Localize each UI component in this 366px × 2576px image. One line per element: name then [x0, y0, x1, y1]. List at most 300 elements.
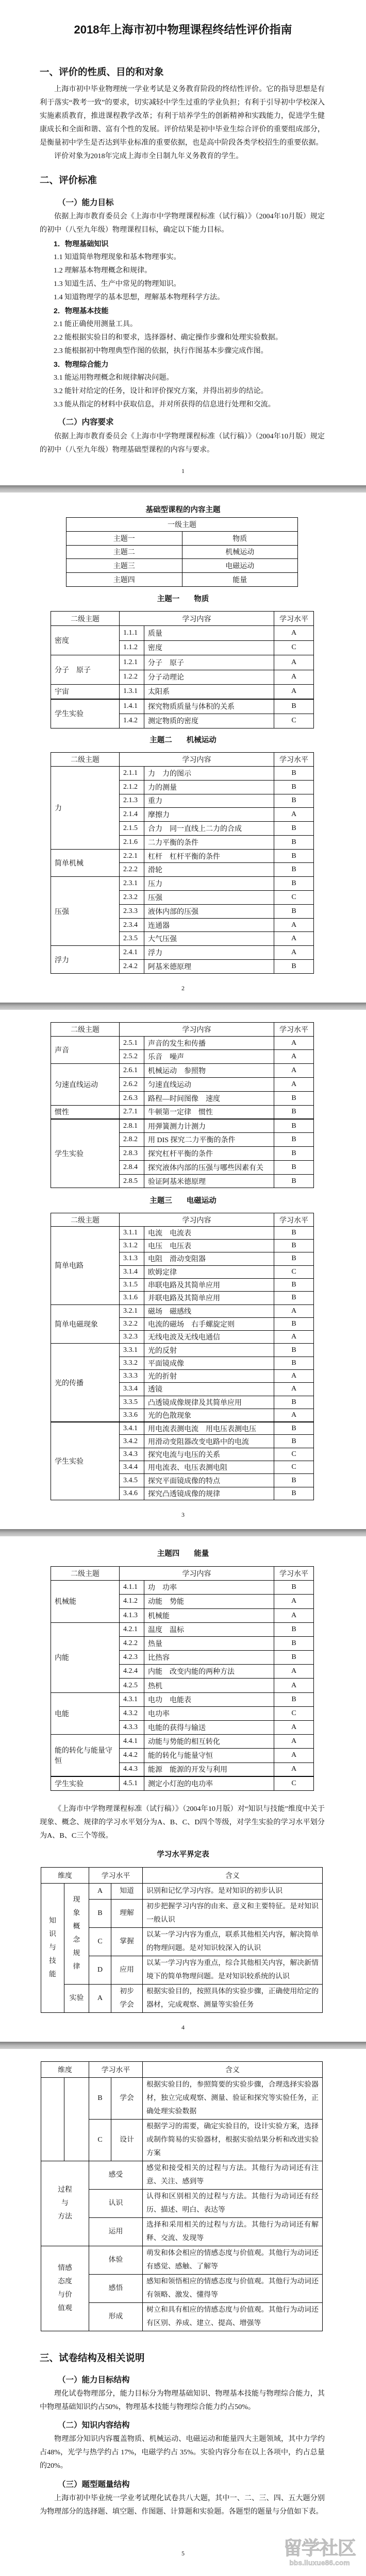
levels-intro: 《上海市中学物理课程标准（试行稿）》（2004年10月版）对“知识与技能”维度中关于现象、概念、规律的学习水平划分为A、B、C、D四个等级，对学生实验的学习水平划分为A、B、C三个等级。	[40, 1804, 325, 1840]
content-table	[51, 611, 314, 728]
content-item: 无线电波及无线电通信	[144, 1331, 274, 1344]
table-header: 学习水平	[274, 1213, 314, 1226]
topic-number: 主题四	[157, 1549, 180, 1558]
level-verb: 感受	[89, 2161, 143, 2189]
subsection-text: 物理部分知识内容覆盖物质、机械运动、电磁运动和能量四大主题领域，其中力学约占48%，光学与热学约占 17%，电磁学约占 35%。实验内容分布在以上各项中，约占总量的20%。	[40, 2434, 325, 2470]
learning-level: B	[274, 1119, 314, 1133]
table-row	[51, 1064, 314, 1078]
topics-table	[66, 517, 298, 587]
table-row	[51, 1344, 314, 1357]
content-code: 3.3.1	[120, 1344, 144, 1357]
content-code: 2.8.3	[120, 1147, 144, 1161]
goal-item: 3.1 能运用物理概念和规律解决问题。	[54, 374, 174, 382]
learning-level: B	[274, 849, 314, 863]
content-code: 1.1.2	[120, 640, 144, 655]
watermark-logo-text: 留学社区	[283, 2537, 356, 2558]
learning-level: A	[274, 1036, 314, 1050]
content-code: 2.3.4	[120, 918, 144, 932]
level-code: A	[89, 1883, 111, 1899]
table-row	[51, 946, 314, 960]
subtopic-cell: 学生实验	[51, 1776, 120, 1790]
content-item: 探究电流与电压的关系	[144, 1448, 274, 1461]
content-item: 热机	[144, 1679, 274, 1692]
goal-item: 3.3 能从指定的材料中获取信息，并对所获得的信息进行处理和交流。	[54, 400, 275, 409]
learning-level: B	[274, 877, 314, 891]
table-header: 学习内容	[120, 1022, 274, 1036]
table-row	[51, 1735, 314, 1749]
content-code: 1.4.1	[120, 699, 144, 714]
dimension-cell: 知识与技能	[41, 1883, 64, 2012]
content-item: 电流 电流表	[144, 1226, 274, 1239]
learning-level: C	[274, 1461, 314, 1474]
table-row	[51, 1226, 314, 1239]
goal-group-title: 2．物理基本技能	[54, 307, 109, 315]
table-header: 一级主题	[66, 518, 298, 532]
table-header: 含义	[143, 2061, 323, 2077]
learning-level: A	[274, 1409, 314, 1421]
level-meaning: 认得和区别相关的过程与方法。其他行为动词还有经历、描述、明白、表达等	[143, 2189, 323, 2217]
learning-level: A	[274, 932, 314, 946]
subtopic-cell: 压强	[51, 877, 120, 946]
learning-level: B	[274, 1252, 314, 1265]
content-item: 分子 原子	[144, 655, 274, 670]
learning-level: B	[274, 960, 314, 974]
content-item: 电能的获得与输送	[144, 1721, 274, 1735]
content-item: 用电流表、电压表测电阻	[144, 1461, 274, 1474]
table-row	[51, 1776, 314, 1790]
content-code: 3.1.4	[120, 1265, 144, 1278]
subtopic-cell: 学生实验	[51, 1422, 120, 1500]
table-row	[66, 559, 298, 573]
content-code: 3.4.1	[120, 1422, 144, 1435]
content-code: 4.3.3	[120, 1721, 144, 1735]
subsection-text: 理化试卷物理部分，能力目标分为物理基础知识、物理基本技能与物理综合能力，其中物理基础知识约占50%，物理基本技能与物理综合能力约占50%。	[40, 2389, 325, 2411]
content-item: 比热容	[144, 1651, 274, 1665]
content-item: 光的折射	[144, 1369, 274, 1382]
level-table-continued	[41, 2061, 323, 2331]
table-header: 二级主题	[51, 1566, 120, 1580]
content-item: 压力	[144, 877, 274, 891]
table-caption	[0, 1549, 366, 1559]
learning-level: B	[274, 1091, 314, 1105]
content-code: 2.3.5	[120, 932, 144, 946]
dimension-line: 情感	[58, 2264, 72, 2272]
content-item: 密度	[144, 640, 274, 655]
learning-level: B	[274, 1651, 314, 1665]
table-row	[66, 573, 298, 587]
learning-level: A	[274, 1331, 314, 1344]
goal-item: 1.3 知道生活、生产中常见的物理知识。	[54, 280, 181, 288]
table-row	[51, 1422, 314, 1435]
learning-level: A	[274, 1665, 314, 1679]
subtopic-cell: 分子 原子	[51, 655, 120, 685]
learning-level: A	[274, 918, 314, 932]
content-item: 阿基米德原理	[144, 960, 274, 974]
content-code: 3.3.4	[120, 1383, 144, 1396]
content-item: 合力 同一直线上二力的合成	[144, 822, 274, 836]
topic-number: 主题一	[157, 595, 180, 603]
content-code: 1.4.2	[120, 714, 144, 728]
content-item: 温度 温标	[144, 1622, 274, 1636]
content-table	[51, 1566, 314, 1791]
content-item: 电功 电能表	[144, 1692, 274, 1706]
learning-level: A	[274, 655, 314, 670]
content-item: 平面镜成像	[144, 1357, 274, 1369]
level-verb: 形成	[89, 2302, 143, 2331]
learning-level: B	[274, 1174, 314, 1188]
table-header: 学习内容	[120, 1566, 274, 1580]
content-code: 2.1.2	[120, 780, 144, 794]
page-number-row	[0, 2537, 366, 2567]
content-code: 3.4.5	[120, 1474, 144, 1487]
table-row	[51, 1105, 314, 1119]
content-item: 热量	[144, 1636, 274, 1650]
content-code: 2.6.1	[120, 1064, 144, 1078]
table-row	[51, 1622, 314, 1636]
goal-group-title: 3．物理综合能力	[54, 360, 109, 368]
content-item: 匀速直线运动	[144, 1078, 274, 1092]
content-code: 4.2.4	[120, 1665, 144, 1679]
content-code: 1.2.1	[120, 655, 144, 670]
table-header: 学习水平	[89, 2061, 143, 2077]
content-code: 3.1.1	[120, 1226, 144, 1239]
page-separator	[0, 1003, 366, 1010]
learning-level: B	[274, 1622, 314, 1636]
content-item: 机械能	[144, 1608, 274, 1622]
content-item: 探究液体内部的压强与哪些因素有关	[144, 1160, 274, 1174]
content-item: 功 功率	[144, 1581, 274, 1595]
page-separator	[0, 485, 366, 493]
content-code: 4.4.3	[120, 1762, 144, 1776]
level-meaning: 识别和记忆学习内容。是对知识的初步认识	[143, 1883, 323, 1899]
content-item: 质量	[144, 626, 274, 640]
level-verb: 掌握	[111, 1927, 143, 1956]
learning-level: B	[274, 1278, 314, 1291]
learning-level: A	[274, 1050, 314, 1064]
learning-level: B	[274, 1474, 314, 1487]
content-item: 动能与势能的相互转化	[144, 1735, 274, 1749]
watermark-logo	[278, 2538, 361, 2567]
content-code: 2.3.3	[120, 904, 144, 918]
subtopic-cell: 简单电路	[51, 1226, 120, 1304]
content-item: 路程—时间图像 速度	[144, 1091, 274, 1105]
table-header: 学习水平	[89, 1867, 143, 1883]
learning-level: A	[274, 1721, 314, 1735]
content-item: 并联电路及其简单应用	[144, 1292, 274, 1304]
content-item: 能源 能源的开发与利用	[144, 1762, 274, 1776]
content-code: 2.1.4	[120, 808, 144, 822]
topic-name: 电磁运动	[182, 559, 298, 573]
section-heading-1: 一、评价的性质、目的和对象	[40, 66, 164, 77]
learning-level: B	[274, 835, 314, 849]
table-row	[51, 1581, 314, 1595]
learning-level: C	[274, 714, 314, 728]
table-header: 二级主题	[51, 611, 120, 625]
topic-name: 能量	[182, 573, 298, 587]
learning-level: C	[274, 640, 314, 655]
content-code: 3.2.1	[120, 1304, 144, 1317]
content-code: 2.4.1	[120, 946, 144, 960]
table-row	[51, 766, 314, 780]
content-item: 电压 电压表	[144, 1240, 274, 1252]
learning-level: A	[274, 1749, 314, 1762]
subtopic-cell: 机械能	[51, 1581, 120, 1623]
subtopic-cell: 密度	[51, 626, 120, 655]
watermark-site: bbs.liuxue86.com	[289, 2558, 350, 2567]
page-number: 5	[181, 2549, 185, 2557]
topic-name: 物质	[182, 531, 298, 545]
section-heading-2: 二、评价标准	[40, 175, 97, 185]
content-item: 探究平面镜成像的特点	[144, 1474, 274, 1487]
page-number: 4	[181, 2023, 185, 2031]
dimension-line: 与	[61, 2199, 69, 2207]
content-item: 电功率	[144, 1706, 274, 1720]
content-code: 2.8.2	[120, 1133, 144, 1147]
content-item: 磁场 磁感线	[144, 1304, 274, 1317]
level-meaning: 选择和采用相关的过程与方法。其他行为动词还有解释、交流、发现等	[143, 2217, 323, 2246]
learning-level: C	[274, 891, 314, 905]
content-code: 2.1.3	[120, 794, 144, 808]
content-item: 机械运动 参照物	[144, 1064, 274, 1078]
content-code: 4.2.3	[120, 1651, 144, 1665]
table-caption	[0, 1196, 366, 1206]
content-item: 压强	[144, 891, 274, 905]
learning-level: B	[274, 1435, 314, 1448]
level-meaning: 根据实验目的，参照简要的实验步骤，合理选择实验器材，独立完成观察、测量、验证和探究等实验任务，正确处理实验数据	[143, 2077, 323, 2119]
content-item: 能的转化与能量守恒	[144, 1749, 274, 1762]
content-item: 太阳系	[144, 684, 274, 699]
content-item: 电阻 滑动变阻器	[144, 1252, 274, 1265]
goal-item: 2.3 能根据初中物理典型作图的依据，执行作图基本步骤完成作图。	[54, 347, 268, 355]
content-item: 用滑动变阻器改变电路中的电流	[144, 1435, 274, 1448]
content-code: 2.5.2	[120, 1050, 144, 1064]
learning-level: A	[274, 670, 314, 684]
section1-paragraph: 上海市初中毕业物理统一学业考试是义务教育阶段的终结性评价。它的指导思想是有利于落实“教考一致”的要求，切实减轻中学生过重的学业负担；有利于引导初中学校深入实施素质教育，推进课程教学改革；有利于培养学生的创新精神和实践能力，促进学生健康成长和全面和谐、富有个性的发展。评价结果是初中毕业生综合评价的重要组成部分，是衡量初中学生是否达到毕业标准的重要依据，也是高中阶段各类学校招生的重要依据。	[40, 85, 325, 147]
content-code: 2.5.1	[120, 1036, 144, 1050]
content-code: 3.3.3	[120, 1369, 144, 1382]
table-row	[51, 1304, 314, 1317]
level-meaning: 以某一学习内容为重点，综合其他相关内容，解决新情境下的简单物理问题。是对知识较系统的认识	[143, 1956, 323, 1984]
level-code: A	[89, 1984, 111, 2012]
learning-level: C	[274, 1706, 314, 1720]
content-code: 4.2.1	[120, 1622, 144, 1636]
content-item: 光的反射	[144, 1344, 274, 1357]
learning-level: B	[274, 1487, 314, 1500]
level-meaning: 感觉和接受相关的过程与方法。其他行为动词还有注意、关注、感到等	[143, 2161, 323, 2189]
level-verb: 应用	[111, 1956, 143, 1984]
content-code: 3.3.2	[120, 1357, 144, 1369]
subtopic-cell: 能的转化与能量守恒	[51, 1735, 120, 1777]
level-code: B	[89, 1899, 111, 1927]
content-code: 2.1.5	[120, 822, 144, 836]
table-header: 含义	[143, 1867, 323, 1883]
content-item: 凸透镜成像规律及其简单应用	[144, 1396, 274, 1409]
content-code: 4.3.1	[120, 1692, 144, 1706]
content-code: 2.3.2	[120, 891, 144, 905]
page-number: 1	[181, 467, 185, 474]
content-code: 3.4.3	[120, 1448, 144, 1461]
level-meaning: 根据学习的需要，确定实验目的，设计实验方案，选择或制作简易的实验器材，根据实验结果分析和改进实验方案	[143, 2119, 323, 2161]
learning-level: B	[274, 1317, 314, 1330]
content-item: 探究凸透镜成像的规律	[144, 1487, 274, 1500]
subsection-heading: （二）知识内容结构	[58, 2420, 130, 2430]
table-row	[41, 1883, 323, 1899]
level-meaning: 初步把握学习内容的由来、意义和主要特征。是对知识一般认识	[143, 1899, 323, 1927]
learning-level: A	[274, 626, 314, 640]
learning-level: A	[274, 1679, 314, 1692]
content-table	[51, 1213, 314, 1500]
content-item: 力的测量	[144, 780, 274, 794]
content-item: 二力平衡的条件	[144, 835, 274, 849]
table-row	[66, 545, 298, 559]
topic-name: 能量	[194, 1549, 209, 1558]
subsection-heading: （一）能力目标结构	[58, 2375, 130, 2384]
level-verb: 运用	[89, 2217, 143, 2246]
content-code: 4.5.1	[120, 1776, 144, 1790]
content-code: 3.4.2	[120, 1435, 144, 1448]
learning-level: B	[274, 904, 314, 918]
level-meaning: 感知和领悟相应的情感态度与价值观。其他行为动词还有领略、激发、懂得等	[143, 2274, 323, 2302]
learning-level: B	[274, 699, 314, 714]
topic-name: 机械运动	[186, 736, 217, 745]
content-code: 2.4.2	[120, 960, 144, 974]
learning-level: A	[274, 1304, 314, 1317]
content-code: 3.2.2	[120, 1317, 144, 1330]
table-row	[41, 2161, 323, 2189]
level-table	[41, 1867, 323, 2013]
content-code: 4.4.1	[120, 1735, 144, 1749]
content-table	[51, 752, 314, 974]
content-code: 3.3.6	[120, 1409, 144, 1421]
content-item: 摩擦力	[144, 808, 274, 822]
learning-level: B	[274, 1422, 314, 1435]
subtopic-cell: 电能	[51, 1692, 120, 1735]
learning-level: B	[274, 1160, 314, 1174]
content-item: 杠杆 杠杆平衡的条件	[144, 849, 274, 863]
subsection-intro: 依据上海市教育委员会《上海市中学物理课程标准（试行稿）》（2004年10月版）规定的初中（八至九年级）物理课程目标，确定以下能力目标。	[40, 212, 325, 234]
learning-level: C	[274, 1776, 314, 1790]
table-row	[51, 684, 314, 699]
table-row	[66, 531, 298, 545]
table-row	[51, 849, 314, 863]
subtopic-cell: 简单机械	[51, 849, 120, 877]
section-heading-3: 三、试卷结构及相关说明	[40, 2352, 145, 2363]
content-item: 光的色散现象	[144, 1409, 274, 1421]
topic-number: 主题三	[149, 1197, 172, 1206]
level-code: D	[89, 1956, 111, 1984]
topic-number: 主题二	[66, 545, 182, 559]
table-row	[41, 2077, 323, 2119]
table-header: 二级主题	[51, 1022, 120, 1036]
topic-number: 主题二	[149, 736, 172, 745]
learning-level: B	[274, 1344, 314, 1357]
learning-level: A	[274, 1762, 314, 1776]
content-code: 3.1.5	[120, 1278, 144, 1291]
learning-level: B	[274, 1133, 314, 1147]
goal-item: 1.4 知道物理学的基本思想，理解基本物理科学方法。	[54, 293, 225, 301]
dimension-line: 值观	[58, 2304, 72, 2312]
learning-level: B	[274, 1147, 314, 1161]
content-code: 3.1.2	[120, 1240, 144, 1252]
content-item: 透镜	[144, 1383, 274, 1396]
dimension-cell	[41, 2161, 89, 2246]
page-number: 2	[181, 984, 185, 992]
learning-level: A	[274, 684, 314, 699]
table-row	[51, 699, 314, 714]
table-row	[51, 1036, 314, 1050]
table-header: 学习水平	[274, 1022, 314, 1036]
content-code: 2.8.5	[120, 1174, 144, 1188]
content-item: 测定物质的密度	[144, 714, 274, 728]
level-verb: 理解	[111, 1899, 143, 1927]
content-item: 液体内部的压强	[144, 904, 274, 918]
content-item: 重力	[144, 794, 274, 808]
content-code: 3.4.4	[120, 1461, 144, 1474]
subsection-intro: 依据上海市教育委员会《上海市中学物理课程标准（试行稿）》（2004年10月版）规定的初中（八至九年级）物理基础型课程的内容与要求。	[40, 432, 325, 454]
content-item: 力 力的图示	[144, 766, 274, 780]
subtopic-cell: 匀速直线运动	[51, 1064, 120, 1105]
learning-level: B	[274, 822, 314, 836]
content-code: 4.3.2	[120, 1706, 144, 1720]
learning-level: A	[274, 1078, 314, 1092]
learning-level: C	[274, 1265, 314, 1278]
content-code: 3.1.6	[120, 1292, 144, 1304]
ability-goals-list	[54, 237, 325, 411]
subsection-heading: （三）题型题量结构	[58, 2480, 130, 2489]
content-code: 4.1.2	[120, 1595, 144, 1608]
level-verb: 设计	[111, 2119, 143, 2161]
table-header: 学习水平	[274, 1566, 314, 1580]
topic-number: 主题四	[66, 573, 182, 587]
content-code: 2.8.4	[120, 1160, 144, 1174]
content-code: 2.2.2	[120, 863, 144, 877]
content-code: 4.2.2	[120, 1636, 144, 1650]
table-caption	[0, 735, 366, 745]
table-header: 学习水平	[274, 611, 314, 625]
level-code: C	[89, 2119, 111, 2161]
learning-level: B	[274, 1226, 314, 1239]
content-code: 2.6.3	[120, 1091, 144, 1105]
topic-name: 物质	[194, 595, 209, 603]
content-code: 4.4.2	[120, 1749, 144, 1762]
content-table	[51, 1022, 314, 1189]
content-item: 分子动理论	[144, 670, 274, 684]
learning-level: A	[274, 1064, 314, 1078]
content-item: 用 DIS 探究二力平衡的条件	[144, 1133, 274, 1147]
table-row	[51, 1692, 314, 1706]
content-item: 声音的发生和传播	[144, 1036, 274, 1050]
subtopic-cell: 惯性	[51, 1105, 120, 1119]
dimension-line: 方法	[58, 2212, 72, 2221]
learning-level: A	[274, 1735, 314, 1749]
content-item: 探究杠杆平衡的条件	[144, 1147, 274, 1161]
learning-level: A	[274, 1369, 314, 1382]
learning-level: B	[274, 1105, 314, 1119]
goal-item: 2.2 能根据实验目的和要求，选择器材、确定操作步骤和处理实验数据。	[54, 333, 282, 342]
content-code: 2.3.1	[120, 877, 144, 891]
learning-level: B	[274, 1240, 314, 1252]
content-item: 乐音 噪声	[144, 1050, 274, 1064]
learning-level: B	[274, 1357, 314, 1369]
content-code: 2.7.1	[120, 1105, 144, 1119]
subtopic-cell: 声音	[51, 1036, 120, 1064]
dimension-line: 态度	[58, 2277, 72, 2285]
topic-number: 主题一	[66, 531, 182, 545]
level-verb: 体验	[89, 2246, 143, 2274]
learning-level: B	[274, 1292, 314, 1304]
subtopic-cell: 学生实验	[51, 699, 120, 728]
table-header: 维度	[41, 2061, 89, 2077]
